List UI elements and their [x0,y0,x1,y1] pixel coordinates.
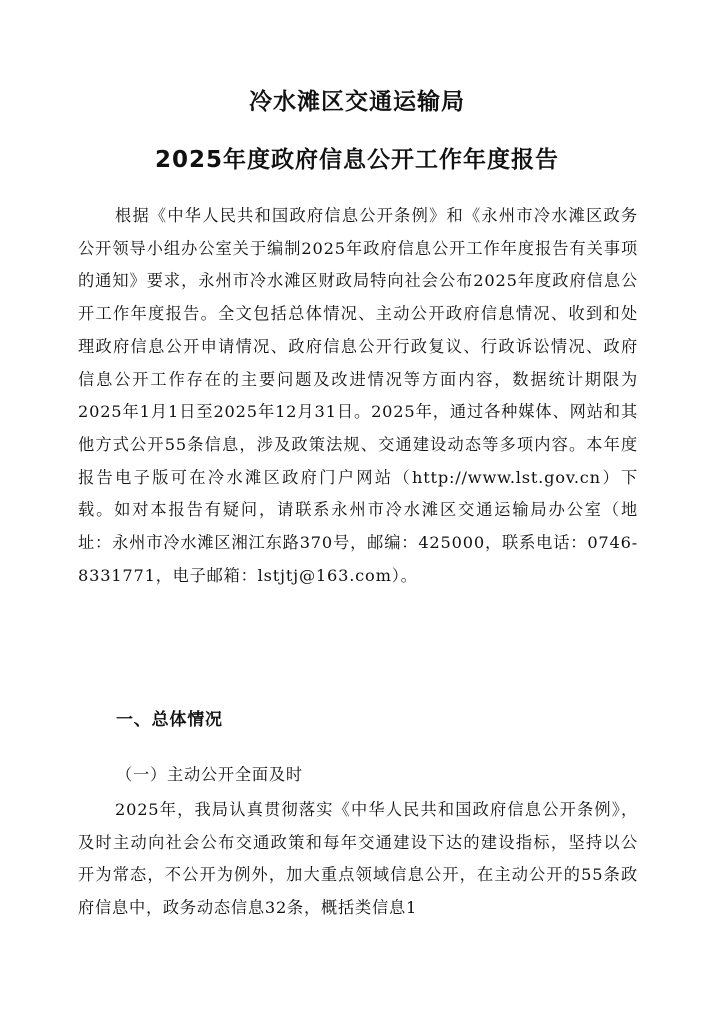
intro-paragraph: 根据《中华人民共和国政府信息公开条例》和《永州市冷水滩区政务公开领导小组办公室关于编制2025年政府信息公开工作年度报告有关事项的通知》要求，永州市冷水滩区财政局特向社会公布2025年度政府信息公开工作年度报告。全文包括总体情况、主动公开政府信息情况、收到和处理政府信息公开申请情况、政府信息公开行政复议、行政诉讼情况、政府信息公开工作存在的主要问题及改进情况等方面内容，数据统计期限为2025年1月1日至2025年12月31日。2025年，通过各种媒体、网站和其他方式公开55条信息，涉及政策法规、交通建设动态等多项内容。本年度报告电子版可在冷水滩区政府门户网站（http://www.lst.gov.cn）下载。如对本报告有疑问，请联系永州市冷水滩区交通运输局办公室（地址：永州市冷水滩区湘江东路370号，邮编：425000，联系电话：0746-8331771，电子邮箱：lstjtj@163.com）。 [78,206,638,585]
document-title-line-2: 2025年度政府信息公开工作年度报告 [154,147,559,173]
document-title-line-1: 冷水滩区交通运输局 [249,89,465,115]
subsection-heading-proactive-disclosure: （一）主动公开全面及时 [116,765,303,784]
section-heading-overview: 一、总体情况 [116,710,223,730]
proactive-disclosure-paragraph: 2025年，我局认真贯彻落实《中华人民共和国政府信息公开条例》，及时主动向社会公布交通政策和每年交通建设下达的建设指标，坚持以公开为常态，不公开为例外，加大重点领域信息公开，在主动公开的55条政府信息中，政务动态信息32条，概括类信息1 [78,800,638,918]
